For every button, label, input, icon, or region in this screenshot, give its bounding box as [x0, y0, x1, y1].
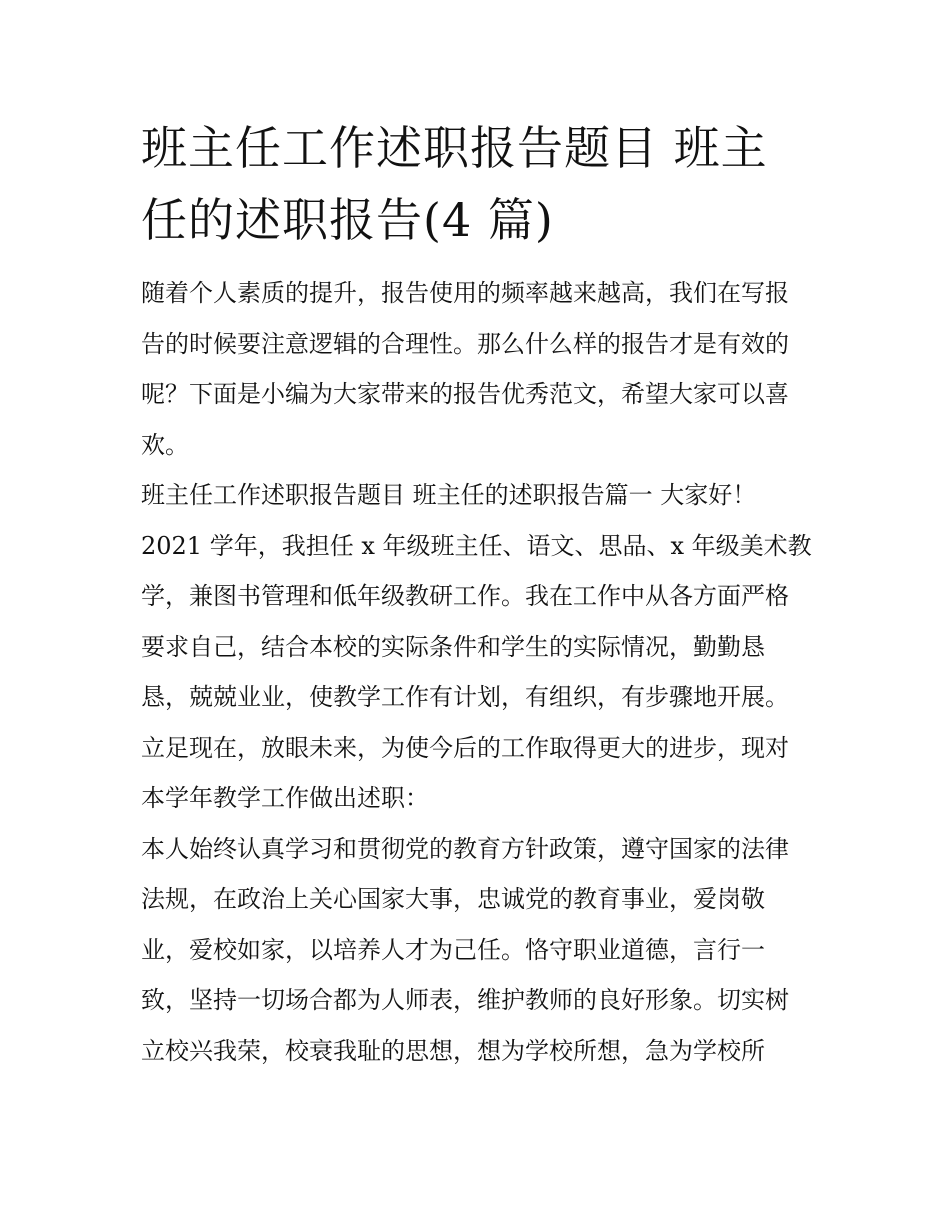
body-line: 致，坚持一切场合都为人师表，维护教师的良好形象。切实树	[141, 986, 789, 1014]
body-line: 法规，在政治上关心国家大事，忠诚党的教育事业，爱岗敬	[141, 885, 765, 913]
body-line: 恳，兢兢业业，使教学工作有计划，有组织，有步骤地开展。	[141, 683, 789, 711]
body-line: 业，爱校如家，以培养人才为己任。恪守职业道德，言行一	[141, 935, 765, 964]
body-line: 随着个人素质的提升，报告使用的频率越来越高，我们在写报	[141, 279, 789, 307]
title-line: 任的述职报告(4 篇)	[141, 193, 554, 247]
body-line: 告的时候要注意逻辑的合理性。那么什么样的报告才是有效的	[141, 329, 789, 358]
body-line: 学，兼图书管理和低年级教研工作。我在工作中从各方面严格	[141, 582, 789, 610]
body-line: 本学年教学工作做出述职：	[141, 784, 429, 812]
body-line: 本人始终认真学习和贯彻党的教育方针政策，遵守国家的法律	[141, 834, 789, 863]
document-body	[141, 274, 813, 1070]
title-line: 班主任工作述职报告题目 班主	[141, 121, 768, 175]
body-line: 立校兴我荣，校衰我耻的思想，想为学校所想，急为学校所	[141, 1036, 765, 1065]
body-line: 立足现在，放眼未来，为使今后的工作取得更大的进步，现对	[141, 733, 789, 762]
body-line: 呢？下面是小编为大家带来的报告优秀范文，希望大家可以喜	[141, 380, 789, 408]
body-line: 要求自己，结合本校的实际条件和学生的实际情况，勤勤恳	[141, 632, 765, 661]
body-line: 班主任工作述职报告题目 班主任的述职报告篇一 大家好！	[141, 481, 757, 509]
body-line: 2021 学年，我担任 x 年级班主任、语文、思品、x 年级美术教	[141, 531, 812, 560]
document-page	[141, 112, 813, 1082]
body-line: 欢。	[141, 430, 189, 459]
document-title	[141, 112, 813, 256]
